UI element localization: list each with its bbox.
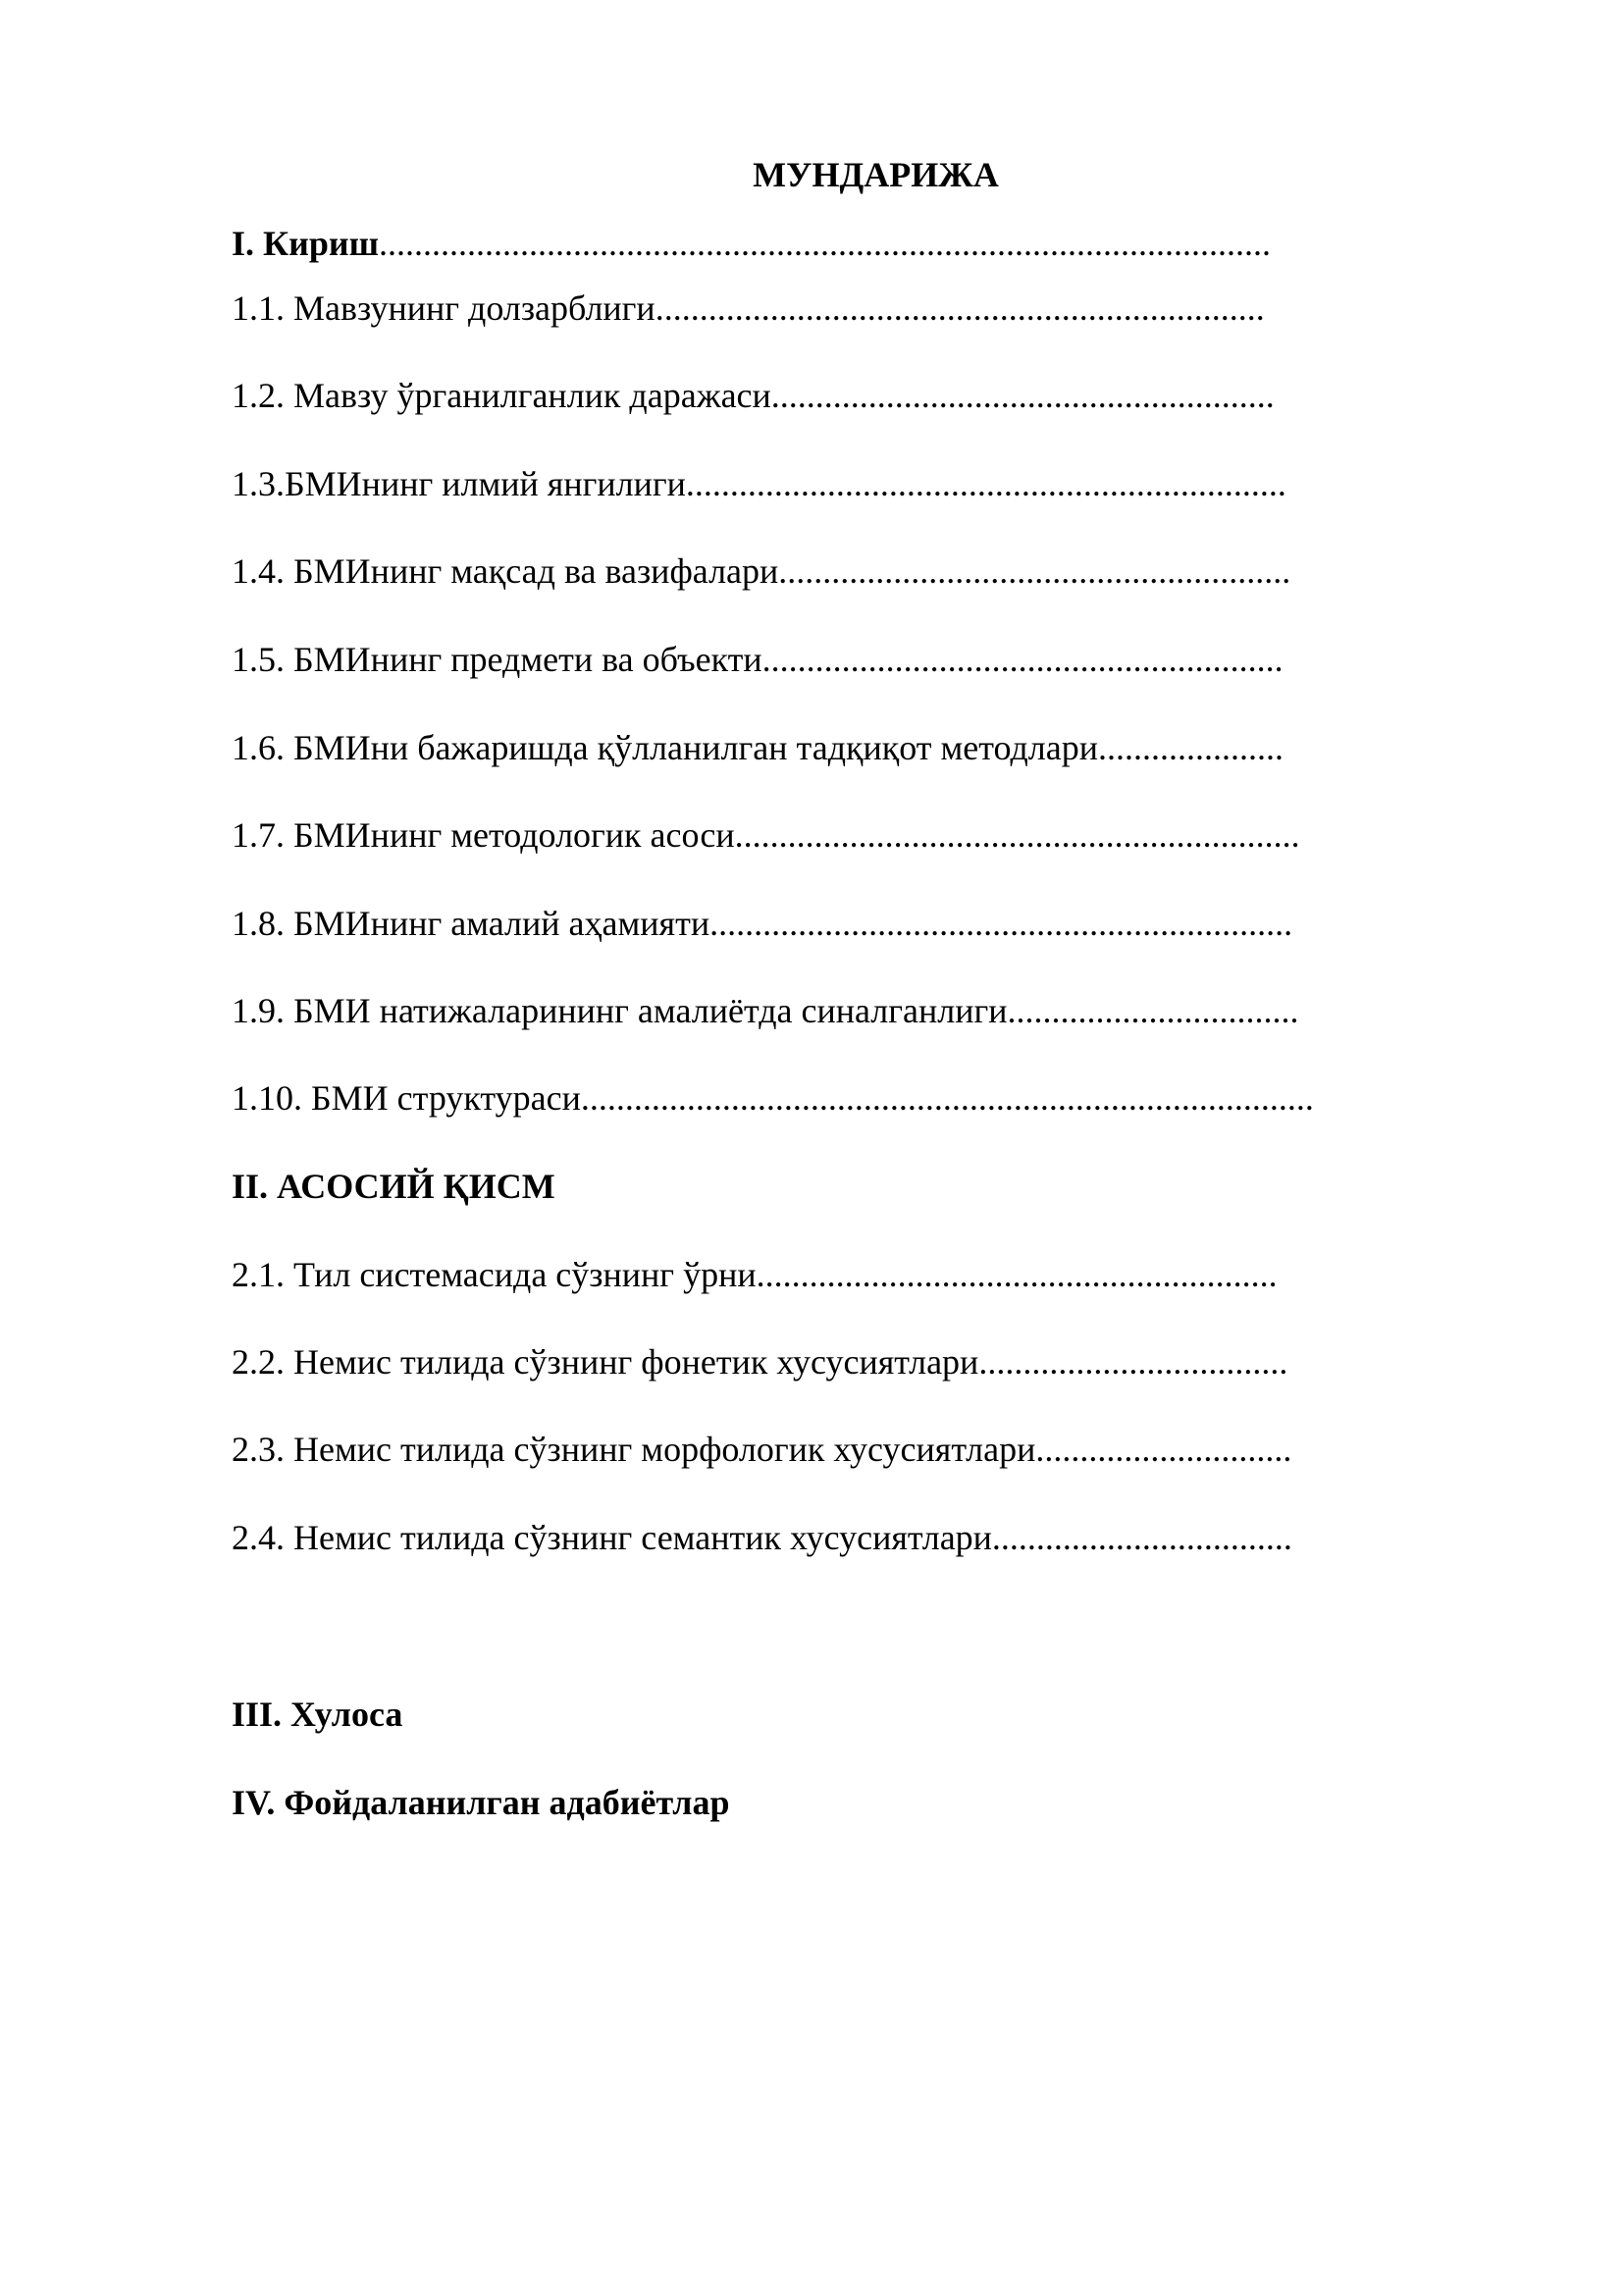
toc-entry: 2.1. Тил системасида сўзнинг ўрни........................................................... xyxy=(232,1255,1278,1294)
toc-entry: 1.3.БМИнинг илмий янгилиги.................................................................... xyxy=(232,464,1286,503)
toc-intro-dots: ..................................................................................................... xyxy=(379,224,1272,263)
toc-entry: 1.5. БМИнинг предмети ва объекти........................................................... xyxy=(232,640,1283,679)
toc-entry: 1.4. БМИнинг мақсад ва вазифалари.......................................................... xyxy=(232,551,1291,591)
toc-intro-heading: I. Кириш xyxy=(232,224,380,263)
toc-part2-heading: II. АСОСИЙ ҚИСМ xyxy=(232,1167,555,1206)
toc-entry: 1.6. БМИни бажаришда қўлланилган тадқиқот методлари..................... xyxy=(232,728,1284,767)
toc-entry: 1.9. БМИ натижаларининг амалиётда синалганлиги................................. xyxy=(232,991,1299,1030)
toc-part4-heading: IV. Фойдаланилган адабиётлар xyxy=(232,1783,730,1822)
toc-intro-line xyxy=(232,222,1271,265)
toc-entry: 1.2. Мавзу ўрганилганлик даражаси......................................................... xyxy=(232,376,1275,415)
toc-entry: 1.7. БМИнинг методологик асоси................................................................ xyxy=(232,815,1300,855)
toc-entry: 1.8. БМИнинг амалий аҳамияти.................................................................. xyxy=(232,904,1293,943)
toc-entry: 2.4. Немис тилида сўзнинг семантик хусусиятлари.................................. xyxy=(232,1518,1292,1557)
toc-part3-heading: III. Хулоса xyxy=(232,1695,403,1734)
toc-title: МУНДАРИЖА xyxy=(753,155,999,194)
toc-entry: 2.2. Немис тилида сўзнинг фонетик хусусиятлари................................... xyxy=(232,1342,1288,1382)
toc-entry: 1.10. БМИ структураси................................................................................... xyxy=(232,1078,1314,1118)
toc-entry: 1.1. Мавзунинг долзарблиги..................................................................... xyxy=(232,288,1265,328)
toc-entry: 2.3. Немис тилида сўзнинг морфологик хусусиятлари............................. xyxy=(232,1430,1292,1469)
